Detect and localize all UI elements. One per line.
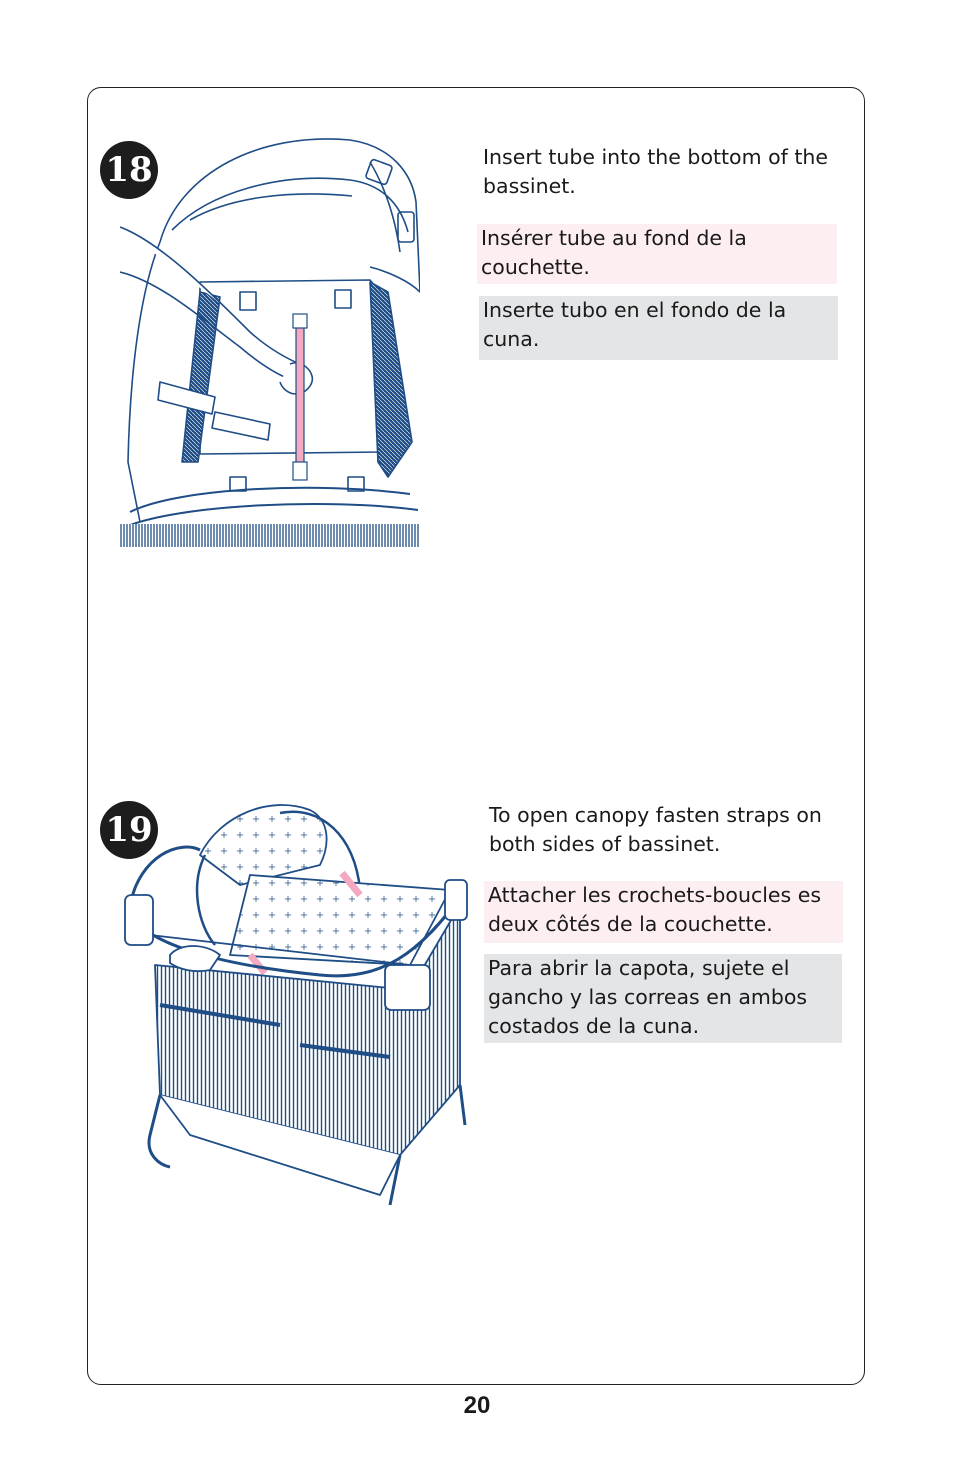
step-19-text-es: Para abrir la capota, sujete el gancho y las correas en ambos costados de la cuna. xyxy=(484,954,842,1043)
step-18-text-es: Inserte tubo en el fondo de la cuna. xyxy=(479,296,838,360)
page-number: 20 xyxy=(463,1392,491,1419)
step-19-text-en: To open canopy fasten straps on both sides of bassinet. xyxy=(489,803,822,856)
step-18-text-fr: Insérer tube au fond de la couchette. xyxy=(477,224,837,284)
step-18-illustration xyxy=(120,132,420,547)
step-19-text-fr: Attacher les crochets-boucles es deux côtés de la couchette. xyxy=(484,881,843,943)
step-19-badge: 19 xyxy=(100,801,158,859)
step-18-badge: 18 xyxy=(100,141,158,199)
step-18-text-en: Insert tube into the bottom of the bassinet. xyxy=(483,145,829,198)
step-19-illustration xyxy=(120,795,475,1220)
